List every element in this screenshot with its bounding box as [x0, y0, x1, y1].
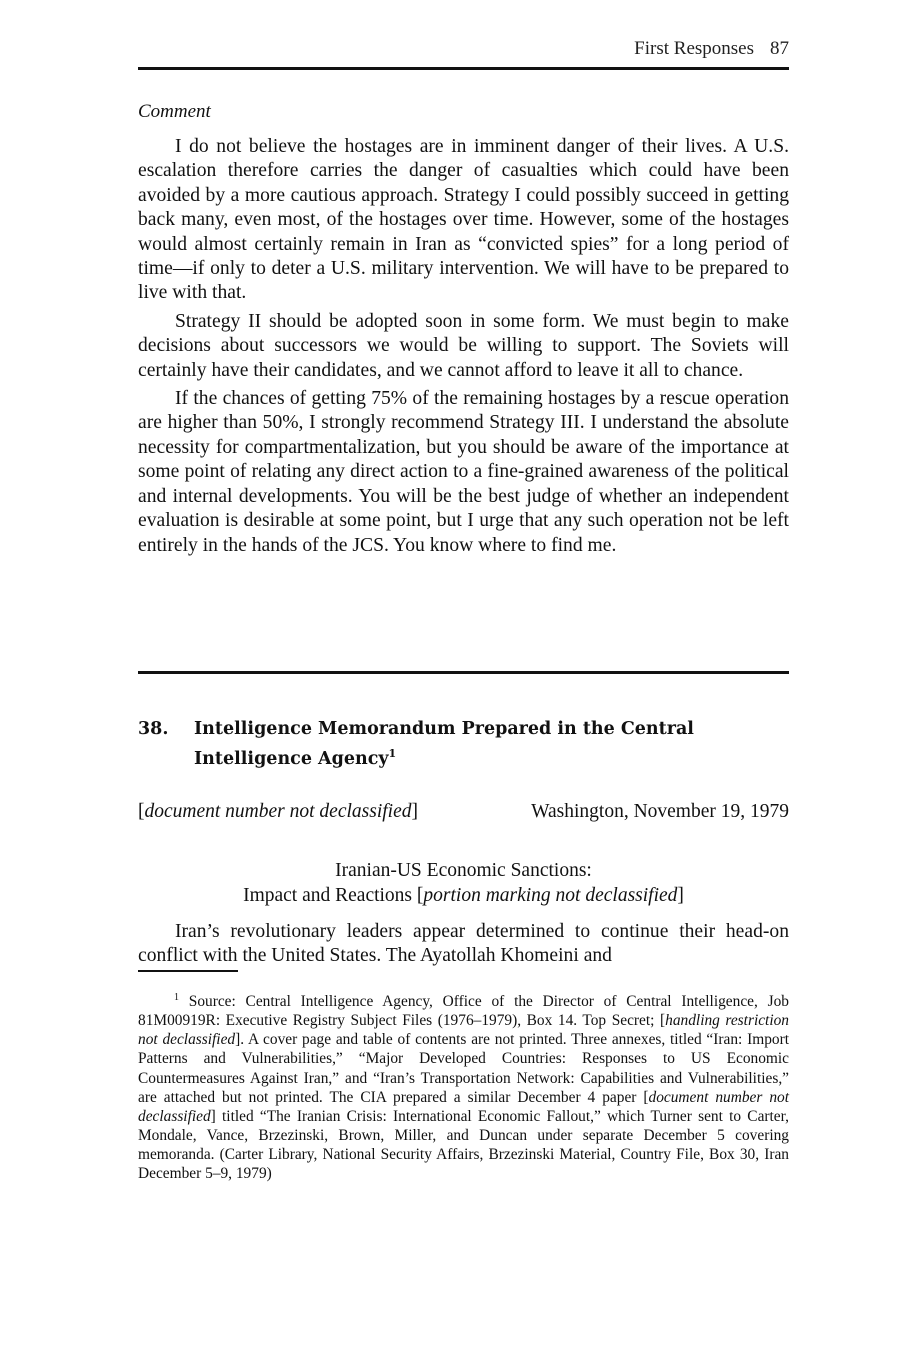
subject-line-2-close: ] — [677, 884, 684, 906]
memo-paragraph-1: Iran’s revolutionary leaders appear determined to continue their head-on conflict with the United States. The Ayatollah Khomeini and — [138, 921, 789, 967]
page-number: 87 — [770, 38, 789, 59]
footnote-rule — [138, 970, 238, 972]
section-divider — [138, 671, 789, 674]
place-date: Washington, November 19, 1979 — [531, 801, 789, 822]
subject-line-1: Iranian-US Economic Sanctions: — [335, 860, 592, 881]
footnote-italic-a: handling restriction not declassified — [138, 1012, 789, 1049]
footnote-text-a: Source: Central Intelligence Agency, Office of the Director of Central Intelligence, Job 81M00919R: Executive Registry Subject Files (1976–1979), Box 14. Top Secret; [ — [138, 993, 789, 1030]
document-number-note: [document number not declassified] — [138, 801, 418, 822]
subject-line-2-text: Impact and Reactions [ — [243, 884, 424, 906]
portion-marking: portion marking not declassified — [423, 884, 678, 906]
memo-subject — [138, 859, 789, 908]
comment-paragraph-2: Strategy II should be adopted soon in some form. We must begin to make decisions about successors we would be willing to support. The Soviets will certainly have their candidates, and we cannot afford to leave it all to chance. — [138, 310, 789, 381]
footnote-text-c: ] titled “The Iranian Crisis: International Economic Fallout,” which Turner sent to Carter, Mondale, Vance, Brzezinski, Brown, Miller, and Duncan under separate December 5 covering memoranda. (Carter Library, National Security Affairs, Brzezinski Material, Country File, Box 30, Iran December 5–9, 1979) — [138, 1107, 789, 1182]
running-head — [634, 38, 789, 60]
comment-body — [138, 135, 789, 562]
subject-line-2 — [138, 884, 789, 909]
running-head-section: First Responses — [634, 38, 754, 59]
document-heading — [138, 717, 789, 771]
memo-body — [138, 920, 789, 973]
footnote — [138, 988, 789, 1183]
footnote-reference[interactable]: 1 — [388, 746, 397, 760]
document-meta — [138, 801, 789, 823]
document-number-note-text: document number not declassified — [144, 801, 412, 822]
footnote-italic-b: document number not declassified — [138, 1088, 789, 1125]
document-title-text: Intelligence Memorandum Prepared in the Central Intelligence Agency — [194, 719, 694, 769]
footnote-text-b: ]. A cover page and table of contents are not printed. Three annexes, titled “Iran: Import Patterns and Vulnerabilities,” “Major Developed Countries: Responses to US Economic Countermeasures Against Iran,” and “Iran’s Transportation Network: Capabilities and Vulnerabilities,” are attached but not printed. The CIA prepared a similar December 4 paper [ — [138, 1031, 789, 1106]
header-rule — [138, 67, 789, 70]
document-number: 38. — [138, 719, 169, 739]
footnote-mark: 1 — [174, 992, 179, 1003]
comment-paragraph-1: I do not believe the hostages are in imminent danger of their lives. A U.S. escalation therefore carries the danger of casualties which could have been avoided by a more cautious approach. Strategy I could possibly succeed in getting back many, even most, of the hostages over time. However, some of the hostages would almost certainly remain in Iran as “convicted spies” for a long period of time—if only to deter a U.S. military intervention. We will have to be prepared to live with that. — [138, 136, 789, 304]
comment-paragraph-3: If the chances of getting 75% of the remaining hostages by a rescue operation are higher than 50%, I strongly recommend Strategy III. I understand the absolute necessity for compartmentalization, but you should be aware of the importance at some point of relating any direct action to a fine-grained awareness of the political and internal developments. You will be the best judge of whether an independent evaluation is desirable at some point, but I urge that any such operation not be left entirely in the hands of the JCS. You know where to find me. — [138, 388, 789, 556]
document-title — [194, 717, 714, 771]
comment-label: Comment — [138, 101, 211, 122]
